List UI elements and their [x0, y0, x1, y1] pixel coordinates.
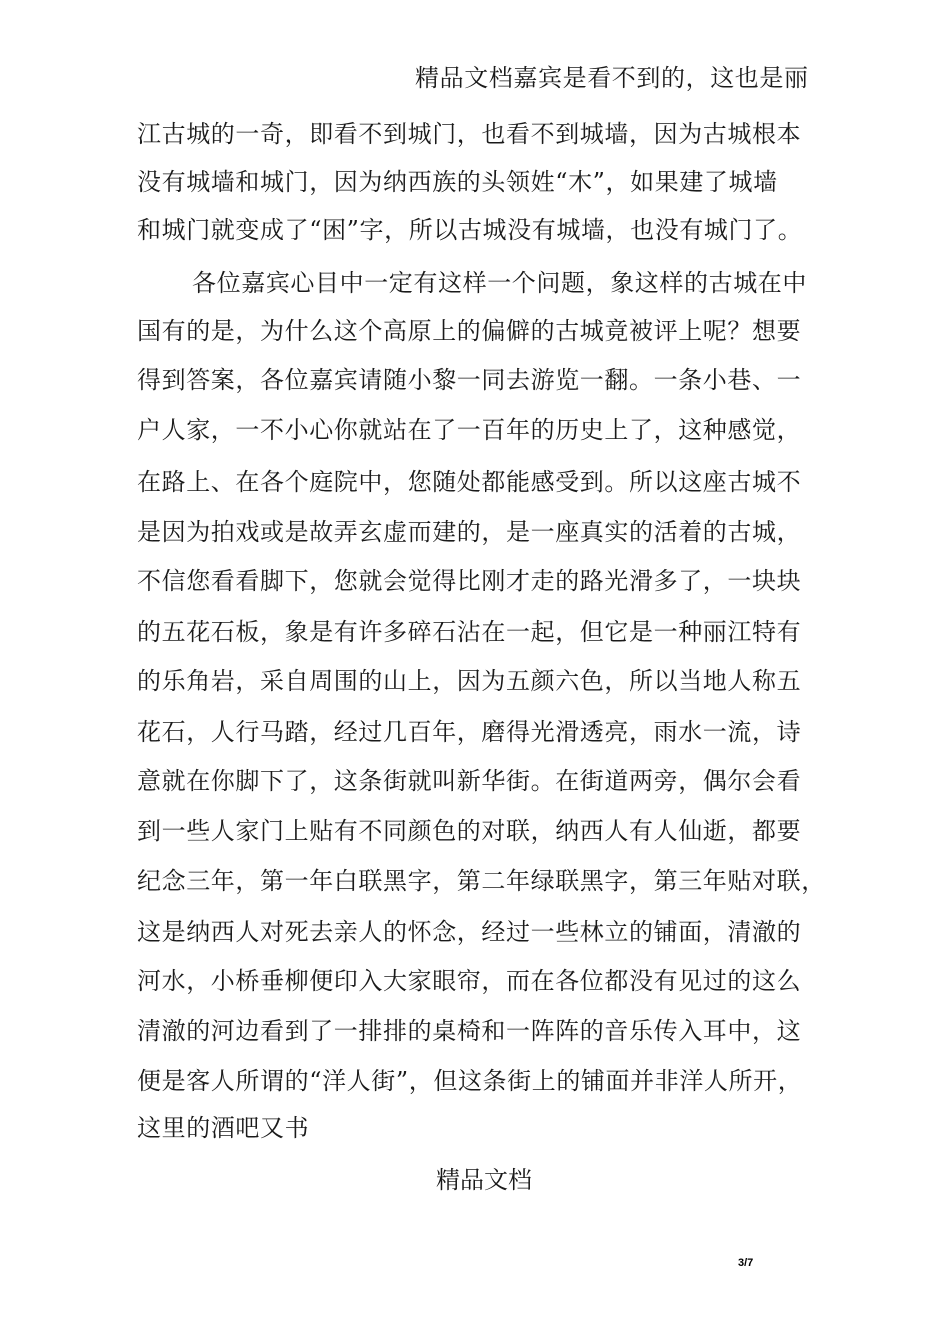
body-line: 的乐角岩，采自周围的山上，因为五颜六色，所以当地人称五 [137, 667, 802, 695]
body-line: 得到答案，各位嘉宾请随小黎一同去游览一翻。一条小巷、一 [137, 366, 802, 394]
body-line: 的五花石板，象是有许多碎石沾在一起，但它是一种丽江特有 [137, 618, 802, 646]
body-line: 这里的酒吧又书 [137, 1114, 310, 1142]
body-line: 江古城的一奇，即看不到城门，也看不到城墙，因为古城根本 [137, 120, 802, 148]
body-line: 各位嘉宾心目中一定有这样一个问题，象这样的古城在中 [192, 269, 807, 297]
body-line: 和城门就变成了“困”字，所以古城没有城墙，也没有城门了。 [137, 216, 803, 244]
body-line: 意就在你脚下了，这条街就叫新华街。在街道两旁，偶尔会看 [137, 767, 802, 795]
body-line: 这是纳西人对死去亲人的怀念，经过一些林立的铺面，清澈的 [137, 918, 802, 946]
page-number: 3/7 [738, 1257, 754, 1269]
body-line: 户人家，一不小心你就站在了一百年的历史上了，这种感觉， [137, 416, 802, 444]
body-line: 在路上、在各个庭院中，您随处都能感受到。所以这座古城不 [137, 468, 802, 496]
body-line: 到一些人家门上贴有不同颜色的对联，纳西人有人仙逝，都要 [137, 817, 802, 845]
body-line: 便是客人所谓的“洋人街”，但这条街上的铺面并非洋人所开， [137, 1067, 803, 1095]
body-line: 花石，人行马踏，经过几百年，磨得光滑透亮，雨水一流，诗 [137, 718, 802, 746]
body-line: 是因为拍戏或是故弄玄虚而建的，是一座真实的活着的古城， [137, 518, 802, 546]
footer-title: 精品文档 [436, 1166, 532, 1194]
body-line: 精品文档嘉宾是看不到的，这也是丽 [415, 64, 809, 92]
body-line: 没有城墙和城门，因为纳西族的头领姓“木”，如果建了城墙 [137, 168, 778, 196]
body-line: 纪念三年，第一年白联黑字，第二年绿联黑字，第三年贴对联， [137, 867, 826, 895]
body-line: 国有的是，为什么这个高原上的偏僻的古城竟被评上呢？想要 [137, 317, 802, 345]
body-line: 清澈的河边看到了一排排的桌椅和一阵阵的音乐传入耳中，这 [137, 1017, 802, 1045]
body-line: 不信您看看脚下，您就会觉得比刚才走的路光滑多了，一块块 [137, 567, 802, 595]
body-line: 河水，小桥垂柳便印入大家眼帘，而在各位都没有见过的这么 [137, 967, 802, 995]
